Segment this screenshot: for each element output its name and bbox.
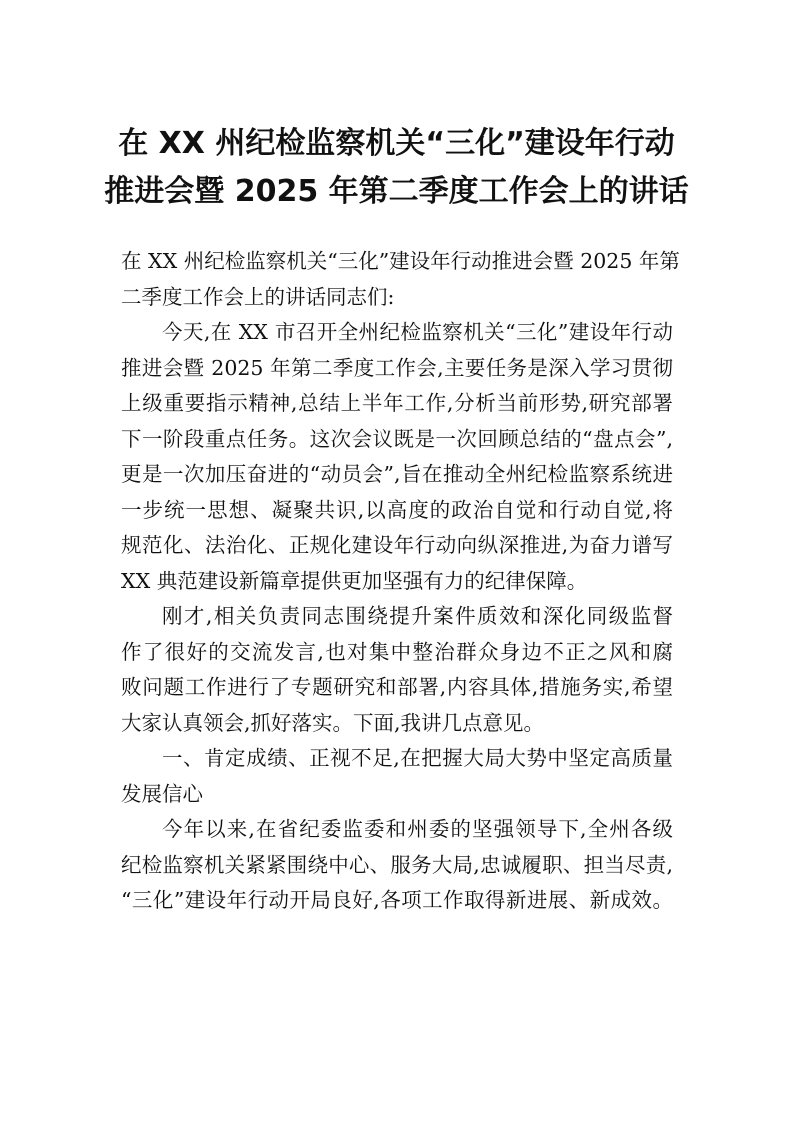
body-line: 今天,在 XX 市召开全州纪检监察机关“三化”建设年行动 [162, 320, 673, 344]
body-line: 二季度工作会上的讲话同志们: [121, 284, 395, 309]
body-line: 一步统一思想、凝聚共识,以高度的政治自觉和行动自觉,将 [121, 497, 673, 522]
body-line: 上级重要指示精神,总结上半年工作,分析当前形势,研究部署 [121, 391, 673, 415]
section-heading-line: 一、肯定成绩、正视不足,在把握大局大势中坚定高质量 [162, 746, 673, 770]
body-line: “三化”建设年行动开局良好,各项工作取得新进展、新成效。 [121, 888, 673, 912]
body-line: 作了很好的交流发言,也对集中整治群众身边不正之风和腐 [121, 639, 673, 664]
document-title-line-1: 在 XX 州纪检监察机关“三化”建设年行动 [118, 126, 675, 161]
document-body [121, 244, 680, 919]
body-line: 更是一次加压奋进的“动员会”,旨在推动全州纪检监察系统进 [121, 462, 673, 486]
body-line: 在 XX 州纪检监察机关“三化”建设年行动推进会暨 2025 年第 [121, 249, 680, 273]
body-line: 推进会暨 2025 年第二季度工作会,主要任务是深入学习贯彻 [121, 355, 673, 380]
section-heading-line: 发展信心 [121, 781, 203, 806]
body-line: XX 典范建设新篇章提供更加坚强有力的纪律保障。 [121, 568, 588, 593]
body-line: 败问题工作进行了专题研究和部署,内容具体,措施务实,希望 [121, 675, 673, 699]
body-line: 今年以来,在省纪委监委和州委的坚强领导下,全州各级 [162, 817, 673, 841]
body-line: 刚才,相关负责同志围绕提升案件质效和深化同级监督 [162, 604, 673, 628]
body-line: 规范化、法治化、正规化建设年行动向纵深推进,为奋力谱写 [121, 533, 673, 557]
document-title-line-2: 推进会暨 2025 年第二季度工作会上的讲话 [104, 174, 689, 209]
body-line: 纪检监察机关紧紧围绕中心、服务大局,忠诚履职、担当尽责, [121, 852, 673, 877]
body-line: 大家认真领会,抓好落实。下面,我讲几点意见。 [121, 710, 545, 735]
body-line: 下一阶段重点任务。这次会议既是一次回顾总结的“盘点会”, [121, 426, 673, 451]
